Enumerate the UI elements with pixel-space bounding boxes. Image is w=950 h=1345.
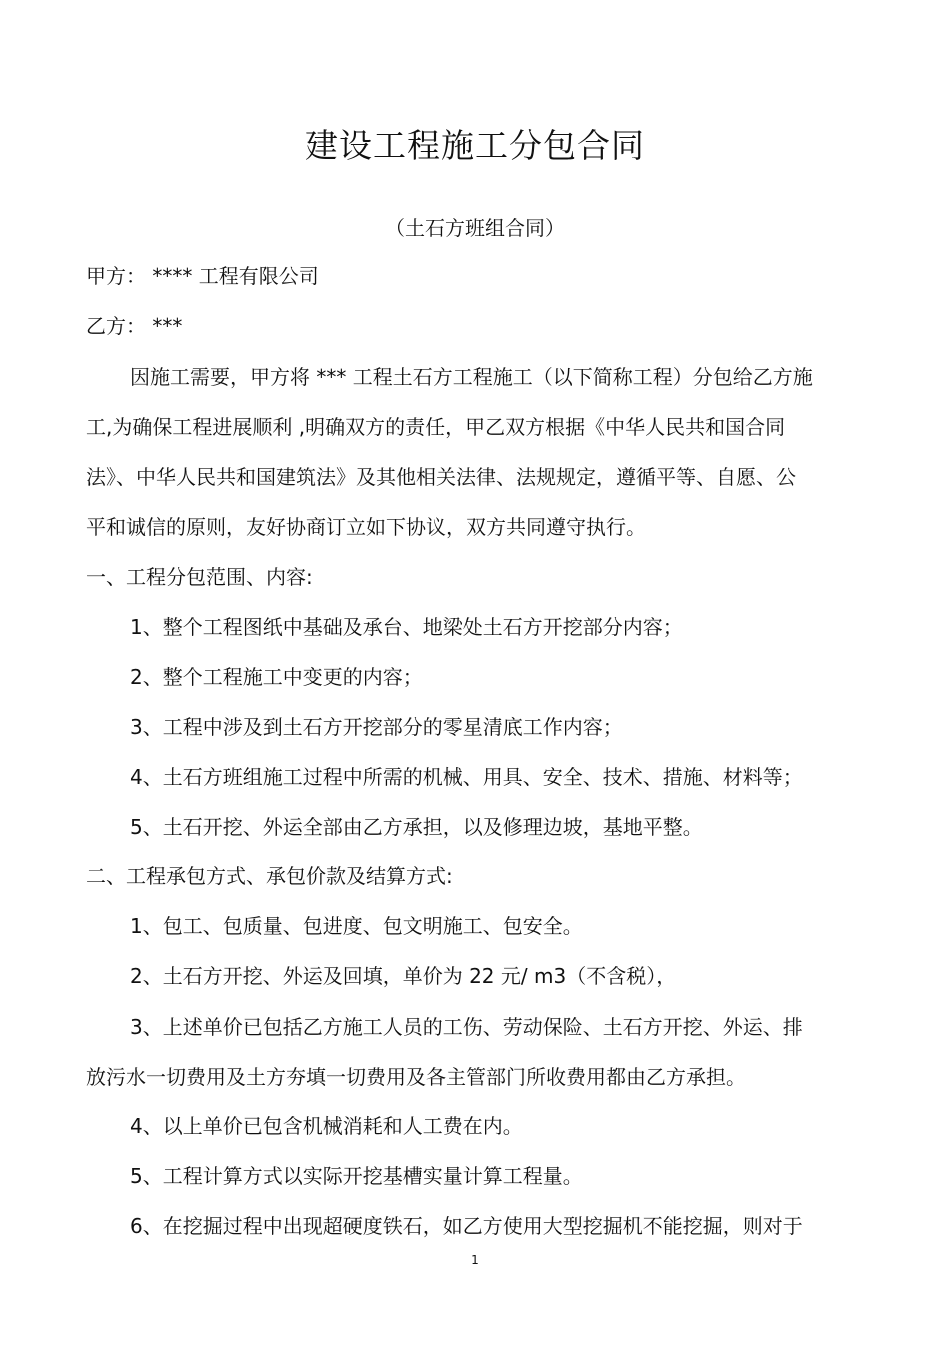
section-1-item-2: 2、整个工程施工中变更的内容； — [130, 665, 423, 689]
section-2-heading: 二、工程承包方式、承包价款及结算方式: — [86, 864, 453, 888]
section-2-item-6: 6、在挖掘过程中出现超硬度铁石，如乙方使用大型挖掘机不能挖掘，则对于 — [130, 1214, 803, 1238]
section-1-heading: 一、工程分包范围、内容: — [86, 565, 313, 589]
section-2-item-3-cont: 放污水一切费用及土方夯填一切费用及各主管部门所收费用都由乙方承担。 — [86, 1065, 746, 1089]
party-b: 乙方： *** — [86, 314, 183, 338]
section-1-item-1: 1、整个工程图纸中基础及承台、地梁处土石方开挖部分内容； — [130, 615, 683, 639]
section-1-item-5: 5、土石开挖、外运全部由乙方承担，以及修理边坡，基地平整。 — [130, 815, 703, 839]
intro-line-3: 法》、中华人民共和国建筑法》及其他相关法律、法规规定，遵循平等、自愿、公 — [86, 465, 796, 489]
section-1-item-4: 4、土石方班组施工过程中所需的机械、用具、安全、技术、措施、材料等； — [130, 765, 803, 789]
section-2-item-5: 5、工程计算方式以实际开挖基槽实量计算工程量。 — [130, 1164, 583, 1188]
intro-line-4: 平和诚信的原则，友好协商订立如下协议，双方共同遵守执行。 — [86, 515, 646, 539]
section-2-item-3: 3、上述单价已包括乙方施工人员的工伤、劳动保险、土石方开挖、外运、排 — [130, 1015, 803, 1039]
section-2-item-2: 2、土石方开挖、外运及回填，单价为 22 元/ m3（不含税）， — [130, 964, 677, 988]
section-2-item-4: 4、以上单价已包含机械消耗和人工费在内。 — [130, 1114, 523, 1138]
document-title: 建设工程施工分包合同 — [305, 126, 645, 165]
section-2-item-1: 1、包工、包质量、包进度、包文明施工、包安全。 — [130, 914, 583, 938]
document-subtitle: （土石方班组合同） — [385, 216, 565, 240]
intro-line-2: 工,为确保工程进展顺利 ,明确双方的责任，甲乙双方根据《中华人民共和国合同 — [86, 415, 786, 439]
section-1-item-3: 3、工程中涉及到土石方开挖部分的零星清底工作内容； — [130, 715, 623, 739]
party-a: 甲方： **** 工程有限公司 — [86, 264, 319, 288]
intro-line-1: 因施工需要，甲方将 *** 工程土石方工程施工（以下简称工程）分包给乙方施 — [130, 365, 813, 389]
page-number: 1 — [471, 1253, 479, 1267]
